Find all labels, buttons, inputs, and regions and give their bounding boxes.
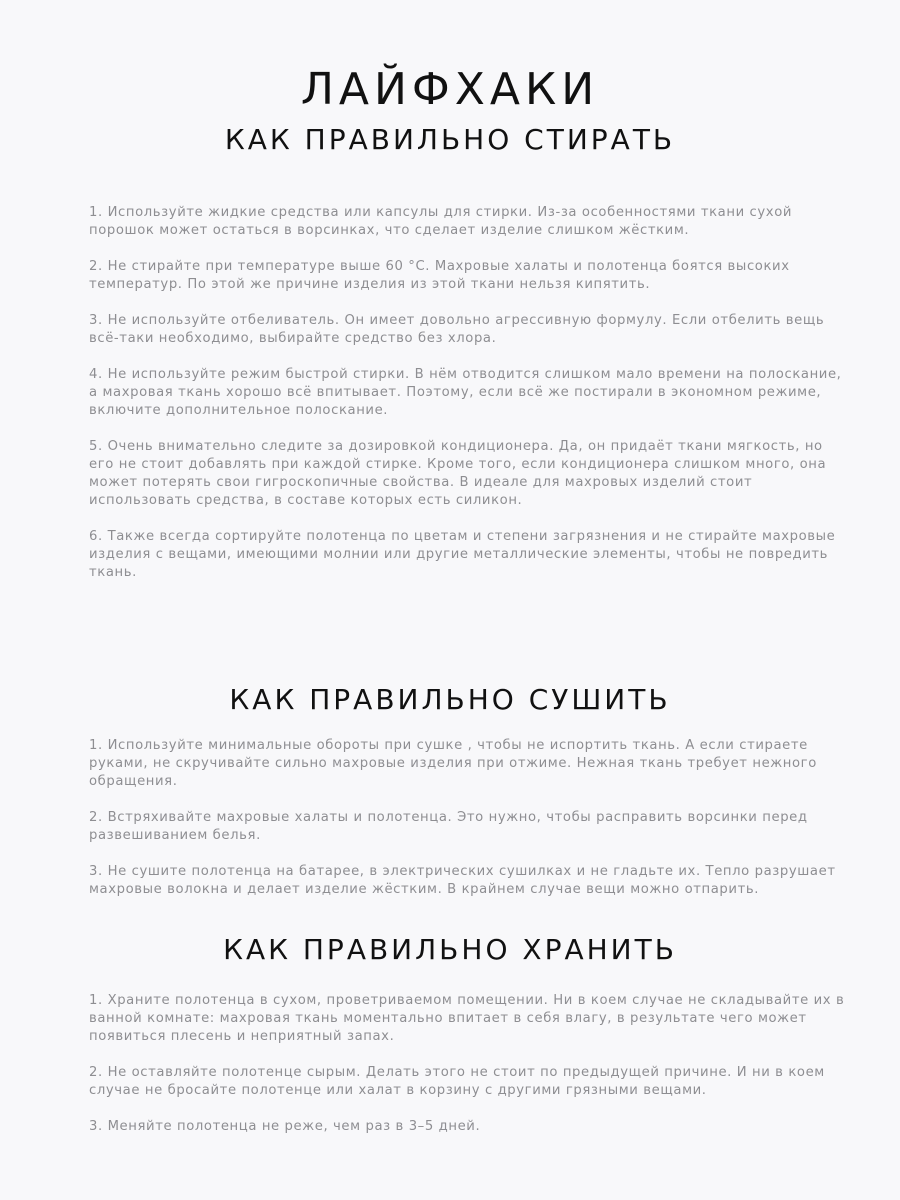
store-tip-3: 3. Меняйте полотенца не реже, чем раз в 3–5 дней. [89, 1119, 481, 1134]
wash-tip-6: 6. Также всегда сортируйте полотенца по цветам и степени загрязнения и не стирайте махровые изделия с вещами, имеющими молнии или другие металлические элементы, чтобы не повредить ткань. [89, 529, 836, 580]
page-title: ЛАЙФХАКИ [300, 64, 600, 115]
store-tip-2: 2. Не оставляйте полотенце сырым. Делать этого не стоит по предыдущей причине. И ни в коем случае не бросайте полотенце или халат в корзину с другими грязными вещами. [89, 1065, 825, 1098]
wash-tips-list [89, 204, 849, 600]
store-section-title: КАК ПРАВИЛЬНО ХРАНИТЬ [223, 933, 677, 966]
wash-section-title: КАК ПРАВИЛЬНО СТИРАТЬ [224, 123, 676, 156]
wash-tip-1: 1. Используйте жидкие средства или капсулы для стирки. Из-за особенностями ткани сухой порошок может остаться в ворсинках, что сделает изделие слишком жёстким. [89, 205, 793, 238]
store-tip-1: 1. Храните полотенца в сухом, проветриваемом помещении. Ни в коем случае не складывайте их в ванной комнате: махровая ткань моментально впитает в себя влагу, в результате чего может появиться плесень и неприятный запах. [89, 993, 845, 1044]
dry-tips-list [89, 737, 849, 917]
wash-tip-2: 2. Не стирайте при температуре выше 60 °C. Махровые халаты и полотенца боятся высоких температур. По этой же причине изделия из этой ткани нельзя кипятить. [89, 259, 790, 292]
store-tips-list [89, 992, 849, 1154]
dry-tip-3: 3. Не сушите полотенца на батарее, в электрических сушилках и не гладьте их. Тепло разрушает махровые волокна и делает изделие жёстким. В крайнем случае вещи можно отпарить. [89, 864, 836, 897]
dry-tip-2: 2. Встряхивайте махровые халаты и полотенца. Это нужно, чтобы расправить ворсинки перед развешиванием белья. [89, 810, 808, 843]
wash-tip-4: 4. Не используйте режим быстрой стирки. В нём отводится слишком мало времени на полоскание, а махровая ткань хорошо всё впитывает. Поэтому, если всё же постирали в экономном режиме, включите дополнительное полоскание. [89, 367, 842, 418]
dry-section-title: КАК ПРАВИЛЬНО СУШИТЬ [229, 683, 671, 716]
wash-tip-3: 3. Не используйте отбеливатель. Он имеет довольно агрессивную формулу. Если отбелить вещь всё-таки необходимо, выбирайте средство без хлора. [89, 313, 825, 346]
wash-tip-5: 5. Очень внимательно следите за дозировкой кондиционера. Да, он придаёт ткани мягкость, но его не стоит добавлять при каждой стирке. Кроме того, если кондиционера слишком много, она может потерять свои гигроскопичные свойства. В идеале для махровых изделий стоит использовать средства, в составе которых есть силикон. [89, 439, 827, 508]
dry-tip-1: 1. Используйте минимальные обороты при сушке , чтобы не испортить ткань. А если стираете руками, не скручивайте сильно махровые изделия при отжиме. Нежная ткань требует нежного обращения. [89, 738, 817, 789]
